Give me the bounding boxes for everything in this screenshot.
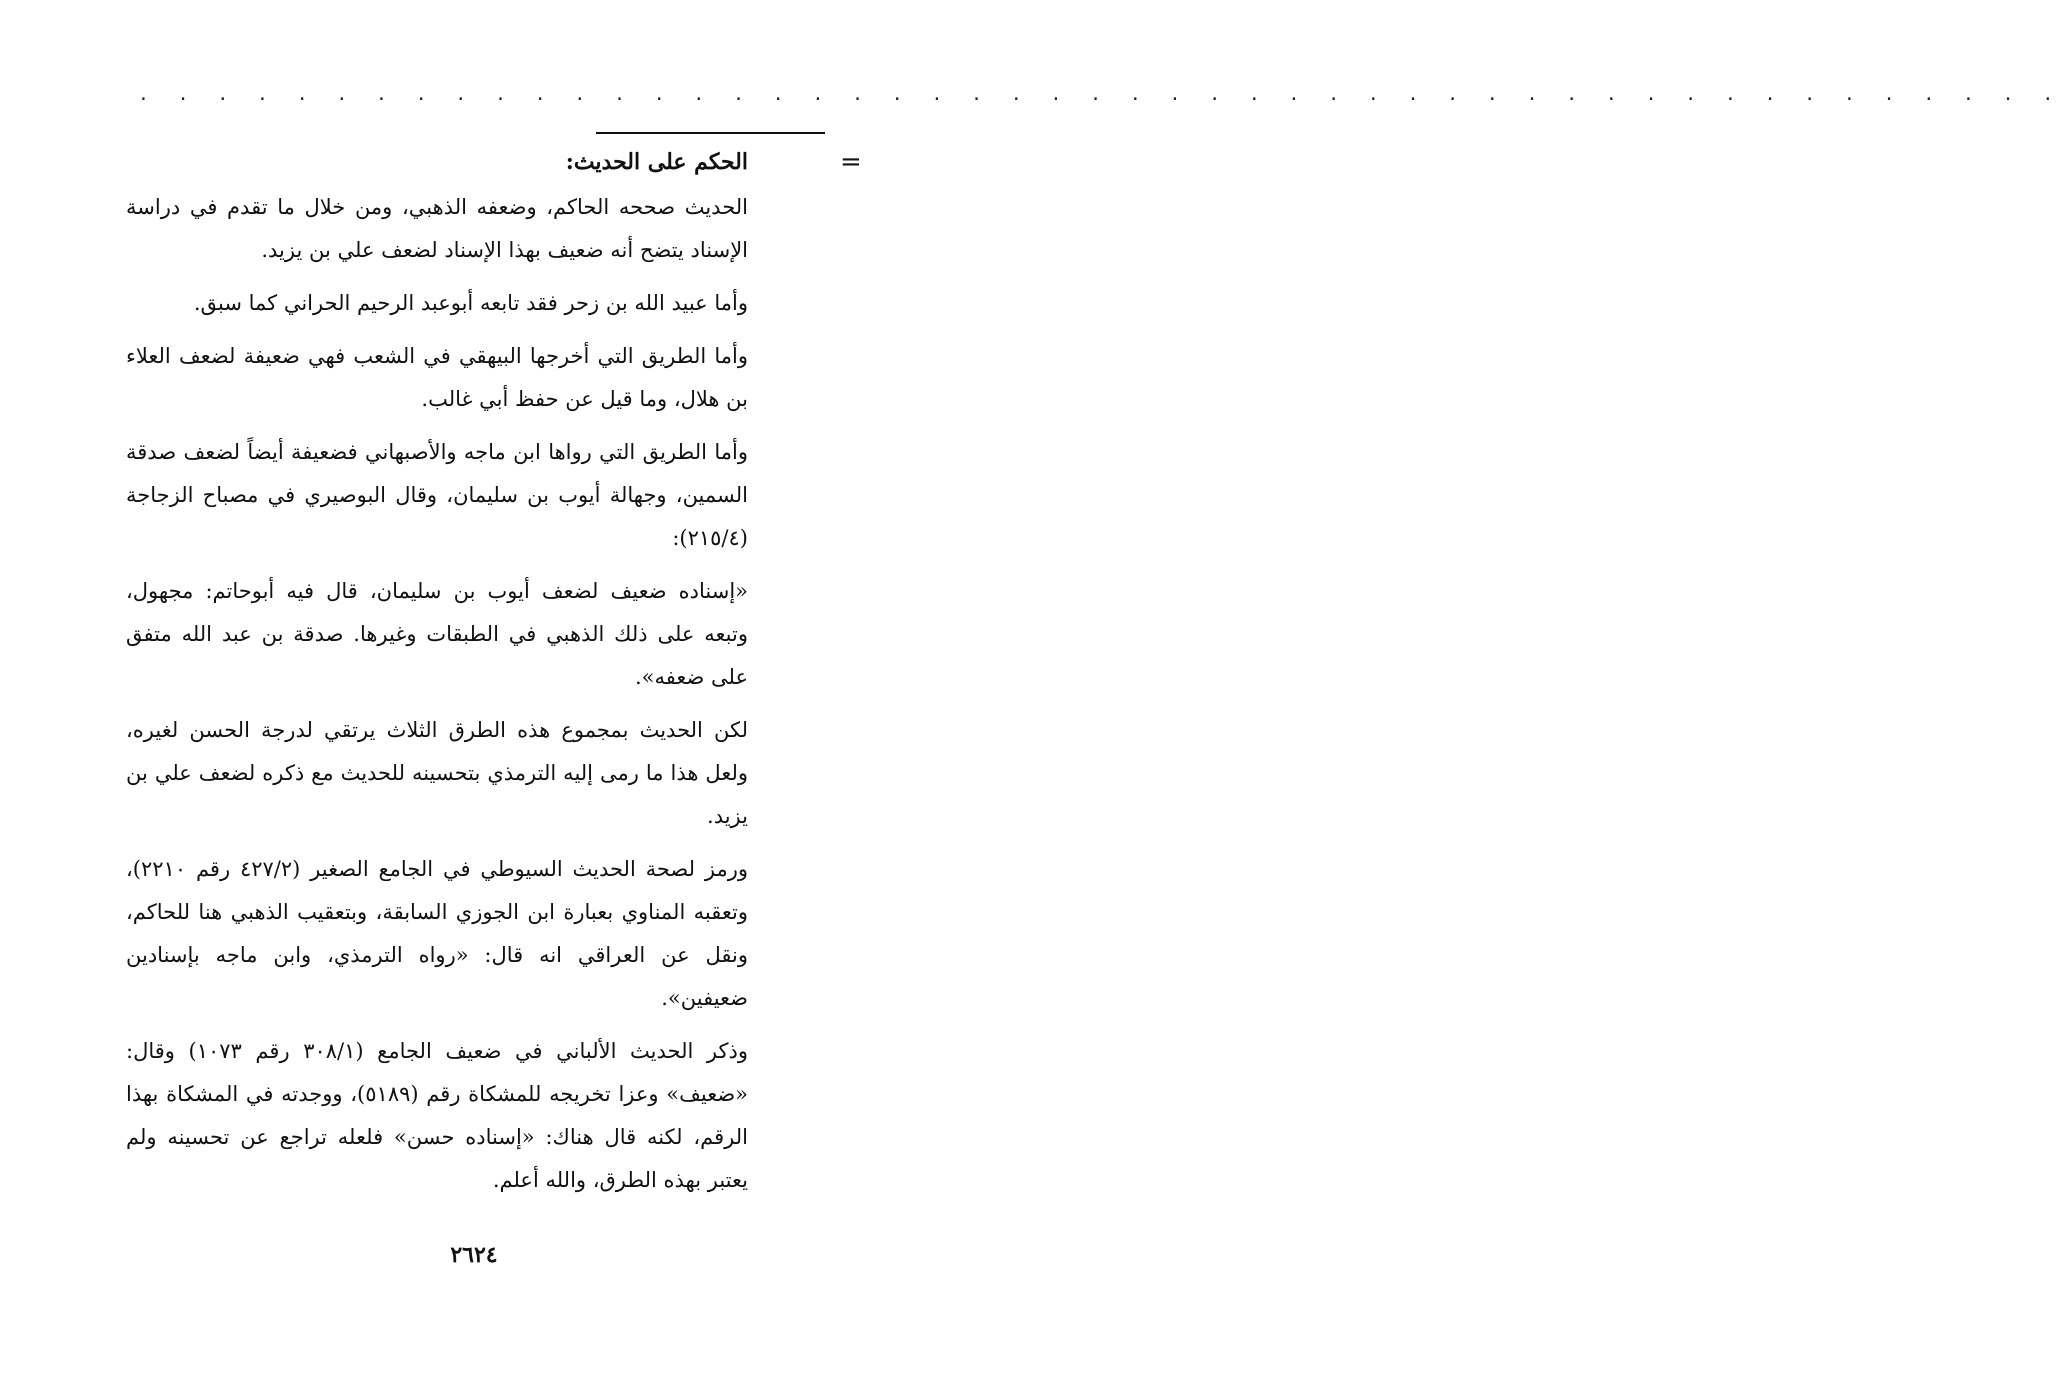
paragraph-hasan-li-ghayrihi: لكن الحديث بمجموع هذه الطرق الثلاث يرتقي لدرجة الحسن لغيره، ولعل هذا ما رمى إليه الترمذي بتحسينه للحديث مع ذكره لضعف علي بن يزيد. bbox=[126, 718, 748, 828]
paragraph-ruling: الحديث صححه الحاكم، وضعفه الذهبي، ومن خلال ما تقدم في دراسة الإسناد يتضح أنه ضعيف بهذا الإسناد لضعف علي بن يزيد. bbox=[126, 195, 748, 262]
section-heading: الحكم على الحديث: bbox=[565, 149, 748, 175]
paragraph-ubaidullah: وأما عبيد الله بن زحر فقد تابعه أبوعبد الرحيم الحراني كما سبق. bbox=[193, 291, 748, 315]
dotted-separator: . . . . . . . . . . . . . . . . . . . . . . . . . . . . . . . . . . . . . . . . . . . . . . . . . bbox=[138, 84, 2062, 105]
main-text bbox=[126, 142, 748, 1202]
paragraph-ibn-majah-route: وأما الطريق التي رواها ابن ماجه والأصبهاني فضعيفة أيضاً لضعف صدقة السمين، وجهالة أيوب بن سليمان، وقال البوصيري في مصباح الزجاجة (٢١٥/٤): bbox=[126, 440, 748, 550]
paragraph-albani: وذكر الحديث الألباني في ضعيف الجامع (٣٠٨/١ رقم ١٠٧٣) وقال: «ضعيف» وعزا تخريجه للمشكاة رقم (٥١٨٩)، ووجدته في المشكاة بهذا الرقم، لكنه قال هناك: «إسناده حسن» فلعله تراجع عن تحسينه ولم يعتبر بهذه الطرق، والله أعلم. bbox=[126, 1039, 749, 1192]
continuation-mark: = bbox=[840, 147, 862, 177]
page-number: ٢٦٢٤ bbox=[450, 1242, 498, 1268]
paragraph-bayhaqi-route: وأما الطريق التي أخرجها البيهقي في الشعب فهي ضعيفة لضعف العلاء بن هلال، وما قيل عن حفظ أبي غالب. bbox=[126, 344, 748, 411]
paragraph-suyuti: ورمز لصحة الحديث السيوطي في الجامع الصغير (٤٢٧/٢ رقم ٢٢١٠)، وتعقبه المناوي بعبارة ابن الجوزي السابقة، وبتعقيب الذهبي هنا للحاكم، ونقل عن العراقي انه قال: «رواه الترمذي، وابن ماجه بإسنادين ضعيفين». bbox=[126, 857, 748, 1010]
footnote-rule bbox=[596, 132, 825, 134]
paragraph-busiri-quote: «إسناده ضعيف لضعف أيوب بن سليمان، قال فيه أبوحاتم: مجهول، وتبعه على ذلك الذهبي في الطبقات وغيرها. صدقة بن عبد الله متفق على ضعفه». bbox=[126, 579, 748, 689]
